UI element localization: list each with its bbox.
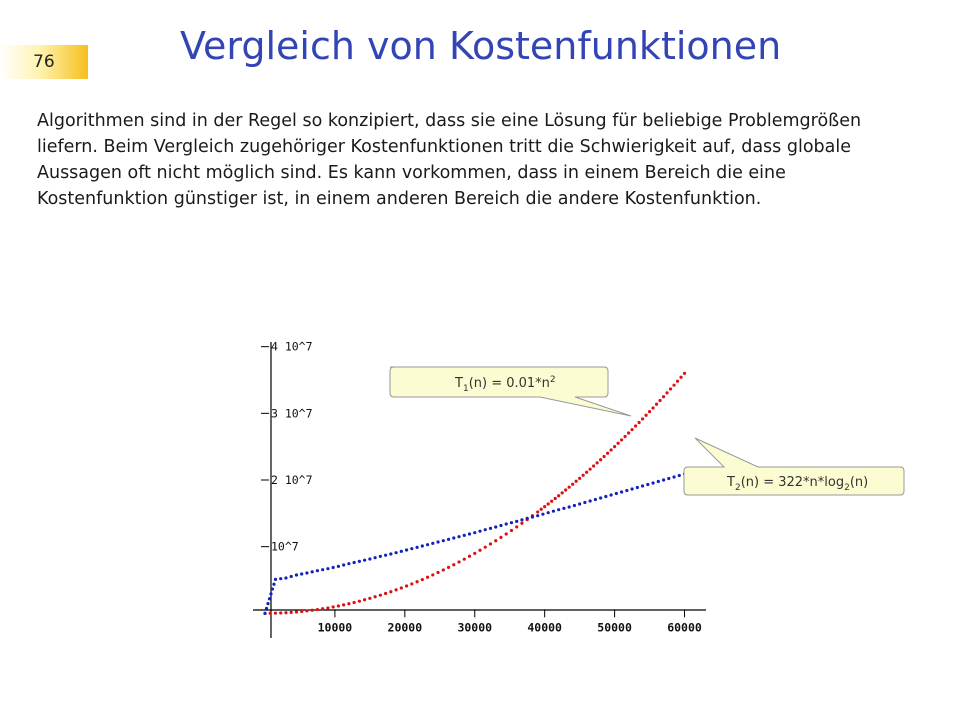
series-t1-dot — [582, 474, 585, 477]
series-t2-point — [641, 484, 644, 487]
series-t1-dot — [564, 488, 567, 491]
series-t1-dot — [520, 522, 523, 525]
series-t1-point — [641, 417, 644, 420]
series-t1-dot — [603, 455, 606, 458]
series-t2-point — [505, 522, 508, 525]
series-t1-point — [578, 477, 581, 480]
series-t2-dot — [457, 535, 460, 538]
series-t1-point — [358, 600, 361, 603]
series-t1-point — [494, 539, 497, 542]
series-t2-point — [274, 578, 277, 581]
series-t1-point — [379, 594, 382, 597]
series-t2-dot — [311, 570, 314, 573]
series-t1-point — [473, 552, 476, 555]
series-t2-point — [599, 496, 602, 499]
series-t1-point — [547, 502, 550, 505]
series-t1-dot — [321, 607, 324, 610]
series-t2 — [263, 472, 686, 615]
series-t1-dot — [468, 555, 471, 558]
y-axis — [261, 340, 313, 638]
series-t1-point — [326, 606, 329, 609]
series-t1-point — [410, 582, 413, 585]
y-ticks — [261, 340, 313, 554]
series-t2-point — [305, 571, 308, 574]
series-t2-point — [421, 544, 424, 547]
series-t1-point — [442, 568, 445, 571]
callout-t2-text: $T_2(n) = 322*n*\log_2(n)$ — [727, 475, 869, 493]
series-t1-dot — [613, 445, 616, 448]
series-t1-dot — [363, 598, 366, 601]
series-t1-point — [305, 609, 308, 612]
series-t1-point — [536, 510, 539, 513]
series-t2-dot — [541, 513, 544, 516]
series-t2-dot — [604, 495, 607, 498]
series-t1-point — [599, 458, 602, 461]
y-tick-label: 3 10^7 — [270, 406, 313, 421]
series-t1-dot — [627, 431, 630, 434]
series-t2-dot — [268, 597, 271, 600]
intro-line: Kostenfunktion günstiger ist, in einem anderen Bereich die andere Kostenfunktion. — [37, 189, 762, 209]
series-t1-point — [651, 406, 654, 409]
series-t2-dot — [374, 556, 377, 559]
callout-t1-box — [390, 367, 631, 416]
series-t2-dot — [657, 480, 660, 483]
series-t1-dot — [342, 603, 345, 606]
series-t1-point — [347, 602, 350, 605]
series-t2-dot — [405, 548, 408, 551]
series-t1-point — [284, 611, 287, 614]
series-t2-dot — [269, 592, 272, 595]
series-t1-dot — [592, 464, 595, 467]
series-t1-dot — [623, 435, 626, 438]
intro-line: Aussagen oft nicht möglich sind. Es kann vorkommen, dass in einem Bereich die eine — [37, 163, 786, 183]
series-t1-dot — [561, 491, 564, 494]
series-t2-point — [368, 557, 371, 560]
series-t1-point — [337, 604, 340, 607]
series-t2-dot — [520, 518, 523, 521]
series-t1-dot — [616, 442, 619, 445]
series-t2-dot — [447, 538, 450, 541]
series-t2-dot — [426, 543, 429, 546]
series-t1-point — [295, 610, 298, 613]
series-t1-dot — [679, 376, 682, 379]
series-t2-point — [536, 514, 539, 517]
series-t1-point — [589, 468, 592, 471]
series-t2-point — [358, 560, 361, 563]
series-t2-dot — [394, 551, 397, 554]
series-t2-point — [557, 508, 560, 511]
series-t2-point — [578, 502, 581, 505]
series-t1-dot — [384, 592, 387, 595]
page-number: 76 — [33, 52, 55, 72]
series-t2-dot — [321, 568, 324, 571]
series-t2-point — [452, 536, 455, 539]
series-t2-dot — [678, 474, 681, 477]
x-tick-label: 10000 — [317, 620, 353, 635]
series-t2-point — [630, 487, 633, 490]
series-t1-dot — [606, 452, 609, 455]
series-t2-point — [568, 505, 571, 508]
series-t1-dot — [353, 601, 356, 604]
series-t1-dot — [655, 403, 658, 406]
series-t2-dot — [646, 483, 649, 486]
series-t1-point — [316, 608, 319, 611]
series-t1-dot — [426, 576, 429, 579]
series-t2-dot — [279, 577, 282, 580]
callout-t1-text: $T_1(n) = 0.01*n^2$ — [455, 375, 556, 394]
series-t1-point — [400, 586, 403, 589]
series-t1-dot — [644, 414, 647, 417]
series-t2-point — [651, 481, 654, 484]
series-t1-dot — [585, 471, 588, 474]
series-t1-dot — [478, 549, 481, 552]
series-t2-dot — [271, 587, 274, 590]
series-t2-point — [400, 550, 403, 553]
series-t1-point — [662, 395, 665, 398]
series-t2-dot — [562, 507, 565, 510]
series-t2-dot — [573, 504, 576, 507]
series-t1-point — [515, 525, 518, 528]
series-t2-dot — [594, 498, 597, 501]
series-t1-point — [610, 448, 613, 451]
series-t2-dot — [332, 566, 335, 569]
series-t1-dot — [290, 611, 293, 614]
series-t1-dot — [436, 571, 439, 574]
series-t2-dot — [363, 559, 366, 562]
series-t2-point — [672, 475, 675, 478]
series-t1-point — [505, 532, 508, 535]
intro-line: Algorithmen sind in der Regel so konzipiert, dass sie eine Lösung für beliebige Problemgrößen — [37, 111, 862, 131]
series-t1-dot — [575, 480, 578, 483]
series-t1-point — [630, 428, 633, 431]
x-tick-label: 50000 — [597, 620, 632, 635]
series-t2-dot — [266, 602, 269, 605]
series-t2-dot — [468, 532, 471, 535]
series-t2-point — [620, 490, 623, 493]
series-t1-dot — [510, 529, 513, 532]
intro-line: liefern. Beim Vergleich zugehöriger Kostenfunktionen tritt die Schwierigkeit auf, dass globale — [37, 137, 851, 157]
series-t1-dot — [394, 588, 397, 591]
series-t2-point — [337, 565, 340, 568]
series-t1-dot — [269, 612, 272, 615]
series-t1-dot — [279, 611, 282, 614]
series-t1-dot — [571, 483, 574, 486]
series-t1-dot — [374, 595, 377, 598]
series-t1-point — [557, 494, 560, 497]
series-t2-point — [410, 547, 413, 550]
series-t2-point — [295, 573, 298, 576]
series-t2-dot — [489, 527, 492, 530]
series-t1-point — [389, 590, 392, 593]
slide-title: Vergleich von Kostenfunktionen — [180, 24, 782, 68]
series-t1-dot — [648, 410, 651, 413]
series-t2-dot — [531, 515, 534, 518]
series-t1-point — [452, 563, 455, 566]
series-t2-dot — [625, 489, 628, 492]
series-t2-dot — [300, 572, 303, 575]
series-t2-point — [316, 569, 319, 572]
callout-t2 — [684, 438, 904, 495]
series-t1-dot — [637, 421, 640, 424]
series-t2-point — [610, 493, 613, 496]
series-t2-point — [526, 517, 529, 520]
series-t1-dot — [634, 424, 637, 427]
series-t1-point — [463, 558, 466, 561]
series-t1-dot — [540, 508, 543, 511]
y-tick-label: 2 10^7 — [270, 473, 313, 487]
series-t2-point — [431, 542, 434, 545]
series-t1-dot — [415, 580, 418, 583]
series-t2-point — [347, 562, 350, 565]
series-t2-point — [389, 552, 392, 555]
series-t2-point — [547, 511, 550, 514]
series-t2-point — [484, 528, 487, 531]
series-t1-point — [484, 546, 487, 549]
series-t2-point — [515, 520, 518, 523]
series-t2-point — [589, 499, 592, 502]
y-tick-label: 4 10^7 — [270, 339, 313, 354]
series-t2-point — [473, 531, 476, 534]
y-tick-label: 10^7 — [270, 539, 299, 554]
series-t2-point — [463, 534, 466, 537]
series-t2-point — [284, 576, 287, 579]
series-t2-point — [442, 539, 445, 542]
x-axis — [253, 609, 706, 634]
series-t1-point — [431, 573, 434, 576]
series-t1-dot — [596, 461, 599, 464]
series-t2-dot — [290, 575, 293, 578]
series-t2-dot — [342, 563, 345, 566]
series-t1-dot — [665, 391, 668, 394]
series-t1-dot — [457, 560, 460, 563]
series-t1-dot — [447, 566, 450, 569]
series-t2-dot — [478, 530, 481, 533]
series-t1-point — [421, 578, 424, 581]
series-t2-dot — [384, 554, 387, 557]
series-t1-point — [683, 372, 686, 375]
series-t2-point — [263, 612, 266, 615]
series-t2-dot — [552, 510, 555, 513]
series-t2-point — [494, 525, 497, 528]
series-t1-dot — [489, 542, 492, 545]
series-t2-dot — [583, 501, 586, 504]
series-t2-dot — [265, 607, 268, 610]
series-t1-dot — [405, 584, 408, 587]
series-t1-dot — [311, 609, 314, 612]
series-t2-dot — [615, 492, 618, 495]
series-t1-dot — [658, 399, 661, 402]
series-t2-point — [379, 555, 382, 558]
x-tick-label: 30000 — [457, 620, 493, 635]
series-t2-dot — [353, 561, 356, 564]
x-tick-label: 40000 — [527, 620, 562, 635]
series-t1-dot — [676, 380, 679, 383]
series-t2-point — [326, 567, 329, 570]
series-t2-dot — [667, 477, 670, 480]
series-t2-dot — [272, 583, 275, 586]
x-tick-label: 20000 — [387, 620, 423, 635]
series-t1-point — [274, 612, 277, 615]
series-t1-dot — [543, 505, 546, 508]
series-layer — [263, 372, 686, 615]
x-ticks — [318, 609, 702, 634]
series-t2-dot — [415, 546, 418, 549]
series-t1 — [263, 372, 686, 615]
callout-t1 — [390, 367, 631, 416]
series-t1-dot — [554, 497, 557, 500]
series-t2-dot — [636, 486, 639, 489]
series-t1-dot — [332, 605, 335, 608]
series-t1-dot — [550, 500, 553, 503]
series-t1-point — [368, 597, 371, 600]
series-t1-point — [620, 438, 623, 441]
series-t2-dot — [510, 521, 513, 524]
series-t2-dot — [436, 540, 439, 543]
series-t1-point — [672, 384, 675, 387]
series-t1-dot — [499, 536, 502, 539]
series-t1-point — [568, 486, 571, 489]
series-t1-dot — [669, 387, 672, 390]
series-t1-dot — [300, 610, 303, 613]
x-tick-label: 60000 — [667, 620, 702, 635]
series-t2-point — [662, 478, 665, 481]
series-t2-dot — [499, 524, 502, 527]
